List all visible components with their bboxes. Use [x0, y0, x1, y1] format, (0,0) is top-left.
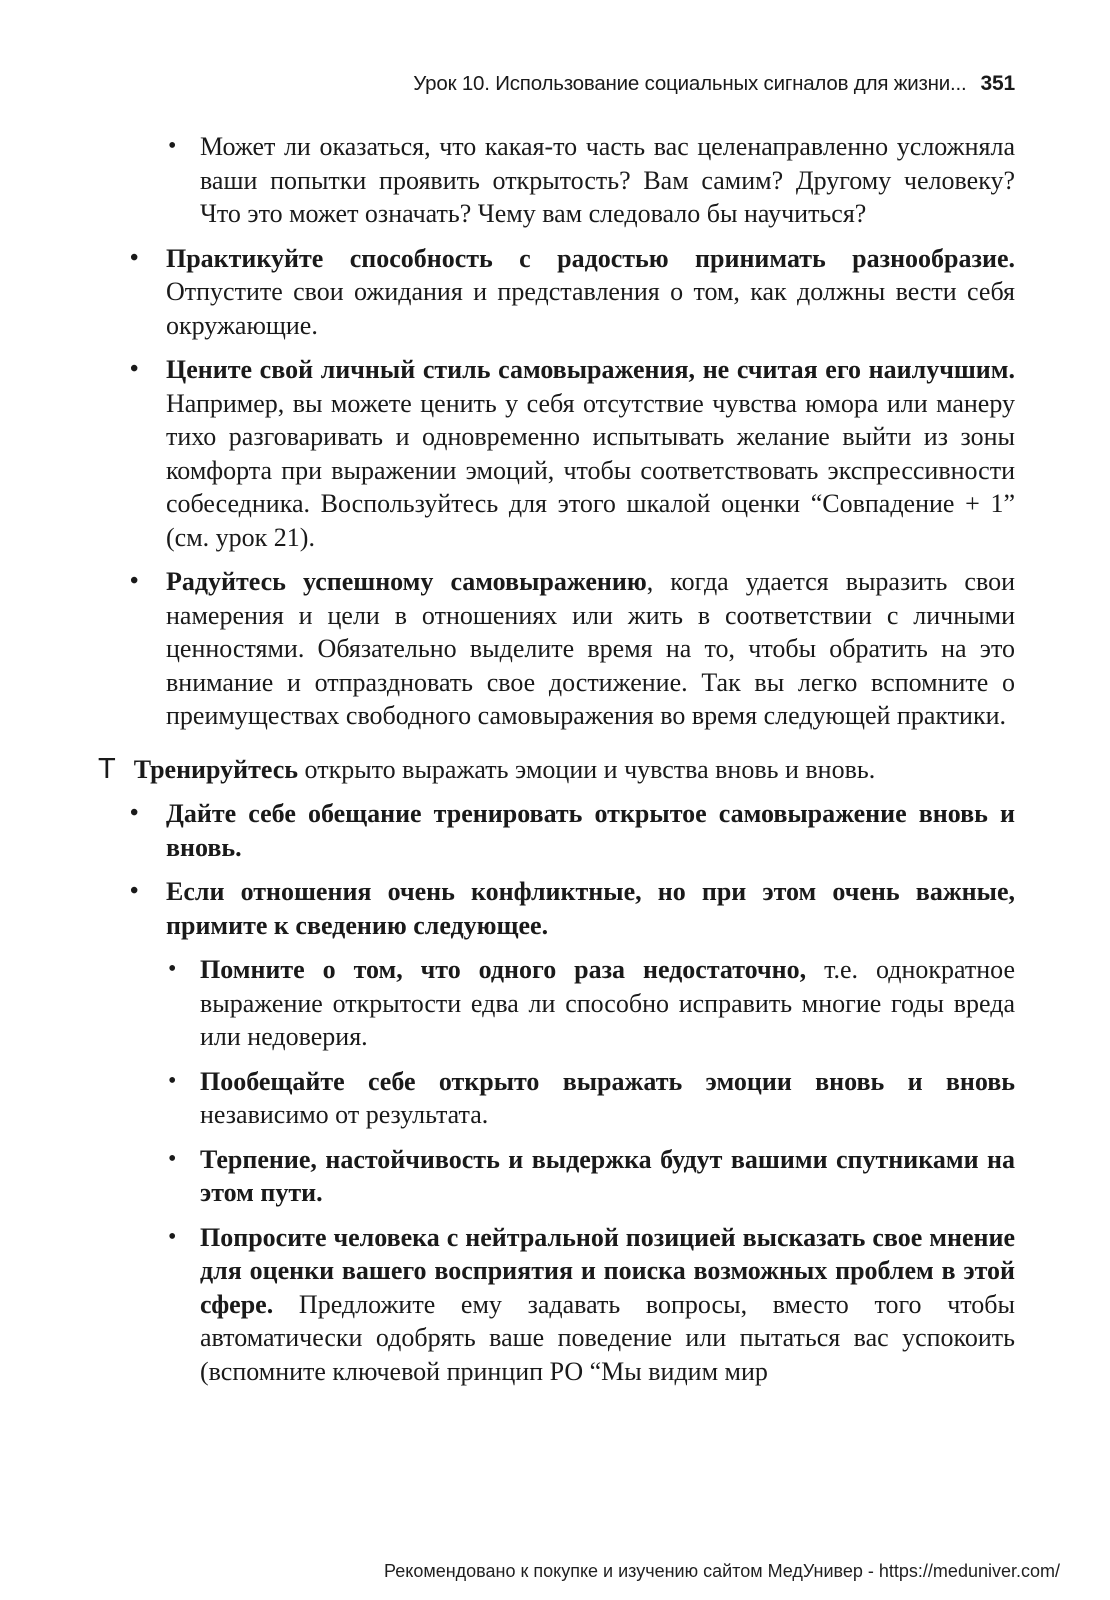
t-section-bold: Тренируйтесь [133, 754, 299, 784]
footer-watermark: Рекомендовано к покупке и изучению сайтом МедУнивер - https://meduniver.com/ [384, 1561, 1060, 1581]
bullet-item-bold: Помните о том, что одного раза недостаточно, [200, 955, 807, 984]
bullet-item-text: независимо от результата. [200, 1100, 489, 1129]
bullet-item-text: , когда удается выразить свои намерения и цели в отношениях или жить в соответствии с личными ценностями. Обязательно выделите время на то, чтобы обратить на это внимание и отпраздновать свое достижение. Так вы легко вспомните о преимуществах свободного самовыражения во время следующей практики. [166, 567, 1015, 730]
bullet-item-text: Отпустите свои ожидания и представления о том, как должны вести себя окружающие. [166, 277, 1015, 340]
bullet-item [200, 1143, 1015, 1210]
bullet-item [200, 1221, 1015, 1389]
bullet-item [166, 353, 1015, 554]
section-letter: T [98, 752, 116, 785]
running-header-title: Урок 10. Использование социальных сигналов для жизни... [413, 72, 967, 95]
bullet-item-bold: Практикуйте способность с радостью принимать разнообразие. [166, 243, 1015, 273]
bullet-item-bold: Пообещайте себе открыто выражать эмоции вновь и вновь [200, 1066, 1015, 1096]
bullet-item-text: Например, вы можете ценить у себя отсутствие чувства юмора или манеру тихо разговаривать и одновременно испытывать желание выйти из зоны комфорта при выражении эмоций, чтобы соответствовать экспрессивности собеседника. Воспользуйтесь для этого шкалой оценки “Совпадение + 1” (см. урок 21). [166, 388, 1015, 552]
bullet-item-text: Предложите ему задавать вопросы, вместо того чтобы автоматически одобрять ваше поведение или пытаться вас успокоить (вспомните ключевой принцип РО “Мы видим мир [200, 1289, 1015, 1386]
page-number: 351 [980, 72, 1015, 95]
bullet-item-text: т.е. однократное выражение открытости едва ли способно исправить многие годы вреда или недоверия. [200, 955, 1015, 1051]
bullet-item [200, 1065, 1015, 1132]
t-section-heading [98, 753, 1015, 787]
t-section-text: открыто выражать эмоции и чувства вновь и вновь. [298, 754, 876, 784]
bullet-item-bold: Дайте себе обещание тренировать открытое самовыражение вновь и вновь. [166, 799, 1015, 862]
bullet-item-bold: Если отношения очень конфликтные, но при этом очень важные, примите к сведению следующее. [166, 877, 1015, 940]
bullet-item-bold: Терпение, настойчивость и выдержка будут вашими спутниками на этом пути. [200, 1144, 1015, 1207]
bullet-item [166, 565, 1015, 733]
running-header [0, 72, 1015, 96]
bullet-item-bold: Попросите человека с нейтральной позицией высказать свое мнение для оценки вашего восприятия и поиска возможных проблем в этой сфере. [200, 1222, 1015, 1319]
bullet-item [166, 875, 1015, 942]
bullet-item-bold: Радуйтесь успешному самовыражению [166, 567, 647, 596]
bullet-item [200, 130, 1015, 231]
bullet-item-bold: Цените свой личный стиль самовыражения, не считая его наилучшим. [166, 355, 1015, 384]
bullet-item [200, 953, 1015, 1054]
bullet-item [166, 242, 1015, 343]
bullet-item-text: Может ли оказаться, что какая-то часть вас целенаправленно усложняла ваши попытки проявить открытость? Вам самим? Другому человеку? Что это может означать? Чему вам следовало бы научиться? [200, 132, 1015, 228]
page-body [98, 130, 1015, 1399]
bullet-item [166, 797, 1015, 864]
